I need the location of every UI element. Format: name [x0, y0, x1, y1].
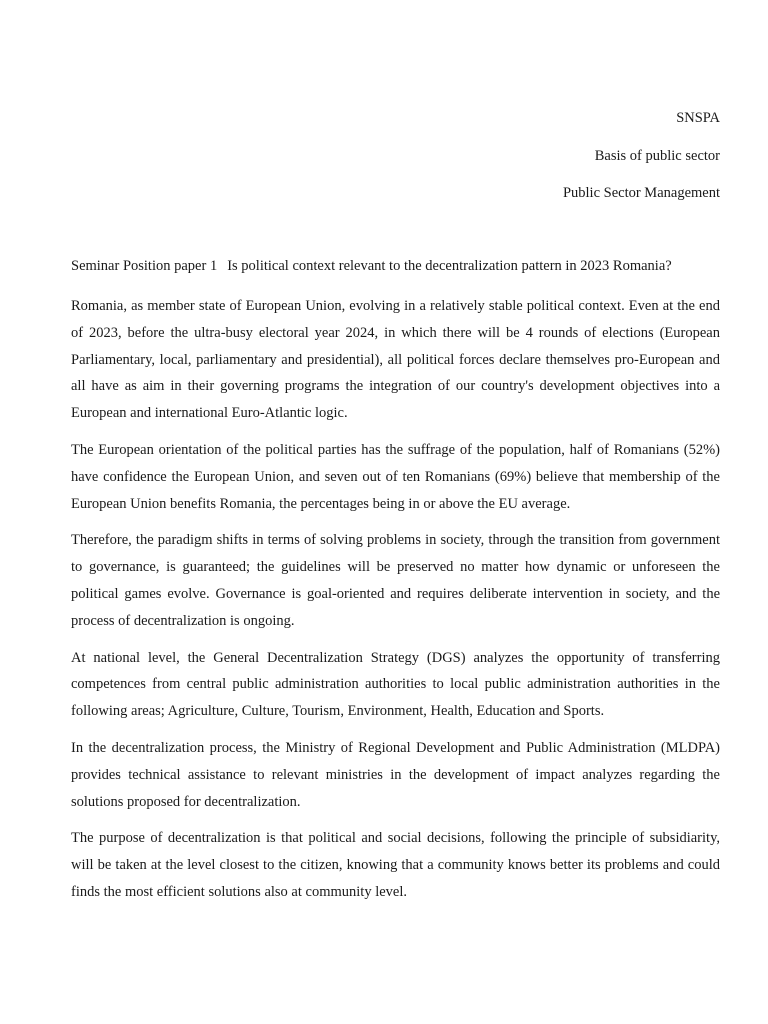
header-course: Basis of public sector: [594, 148, 720, 164]
paragraph-3: Therefore, the paradigm shifts in terms of solving problems in society, through the transition from government to governance, is guaranteed; the guidelines will be preserved no matter how dynamic or unforeseen the political games evolve. Governance is goal-oriented and requires deliberate intervention in society, and the process of decentralization is ongoing.: [71, 532, 720, 629]
paragraph-1: Romania, as member state of European Union, evolving in a relatively stable political context. Even at the end of 2023, before the ultra-busy electoral year 2024, in which there will be 4 rounds of elections (European Parliamentary, local, parliamentary and presidential), all political forces declare themselves pro-European and all have as aim in their governing programs the integration of our country's development objectives into a European and international Euro-Atlantic logic.: [71, 298, 720, 422]
paragraph-4: At national level, the General Decentralization Strategy (DGS) analyzes the opportunity of transferring competences from central public administration authorities to local public administration authorities in the following areas; Agriculture, Culture, Tourism, Environment, Health, Education and Sports.: [71, 649, 720, 720]
paragraph-6: The purpose of decentralization is that political and social decisions, following the principle of subsidiarity, will be taken at the level closest to the citizen, knowing that a community knows better its problems and could finds the most efficient solutions also at community level.: [71, 830, 720, 900]
header-subject: Public Sector Management: [562, 185, 720, 201]
document-body: [71, 256, 720, 916]
header-institution: SNSPA: [676, 110, 720, 126]
paragraph-2: The European orientation of the political parties has the suffrage of the population, half of Romanians (52%) have confidence the European Union, and seven out of ten Romanians (69%) believe that membership of the European Union benefits Romania, the percentages being in or above the EU average.: [71, 441, 720, 512]
document-question: Is political context relevant to the decentralization pattern in 2023 Romania?: [227, 258, 672, 274]
document-label: Seminar Position paper 1: [71, 258, 218, 274]
paragraph-5: In the decentralization process, the Ministry of Regional Development and Public Administration (MLDPA) provides technical assistance to relevant ministries in the development of impact analyzes regarding the solutions proposed for decentralization.: [71, 739, 720, 810]
document-title: [71, 256, 720, 276]
